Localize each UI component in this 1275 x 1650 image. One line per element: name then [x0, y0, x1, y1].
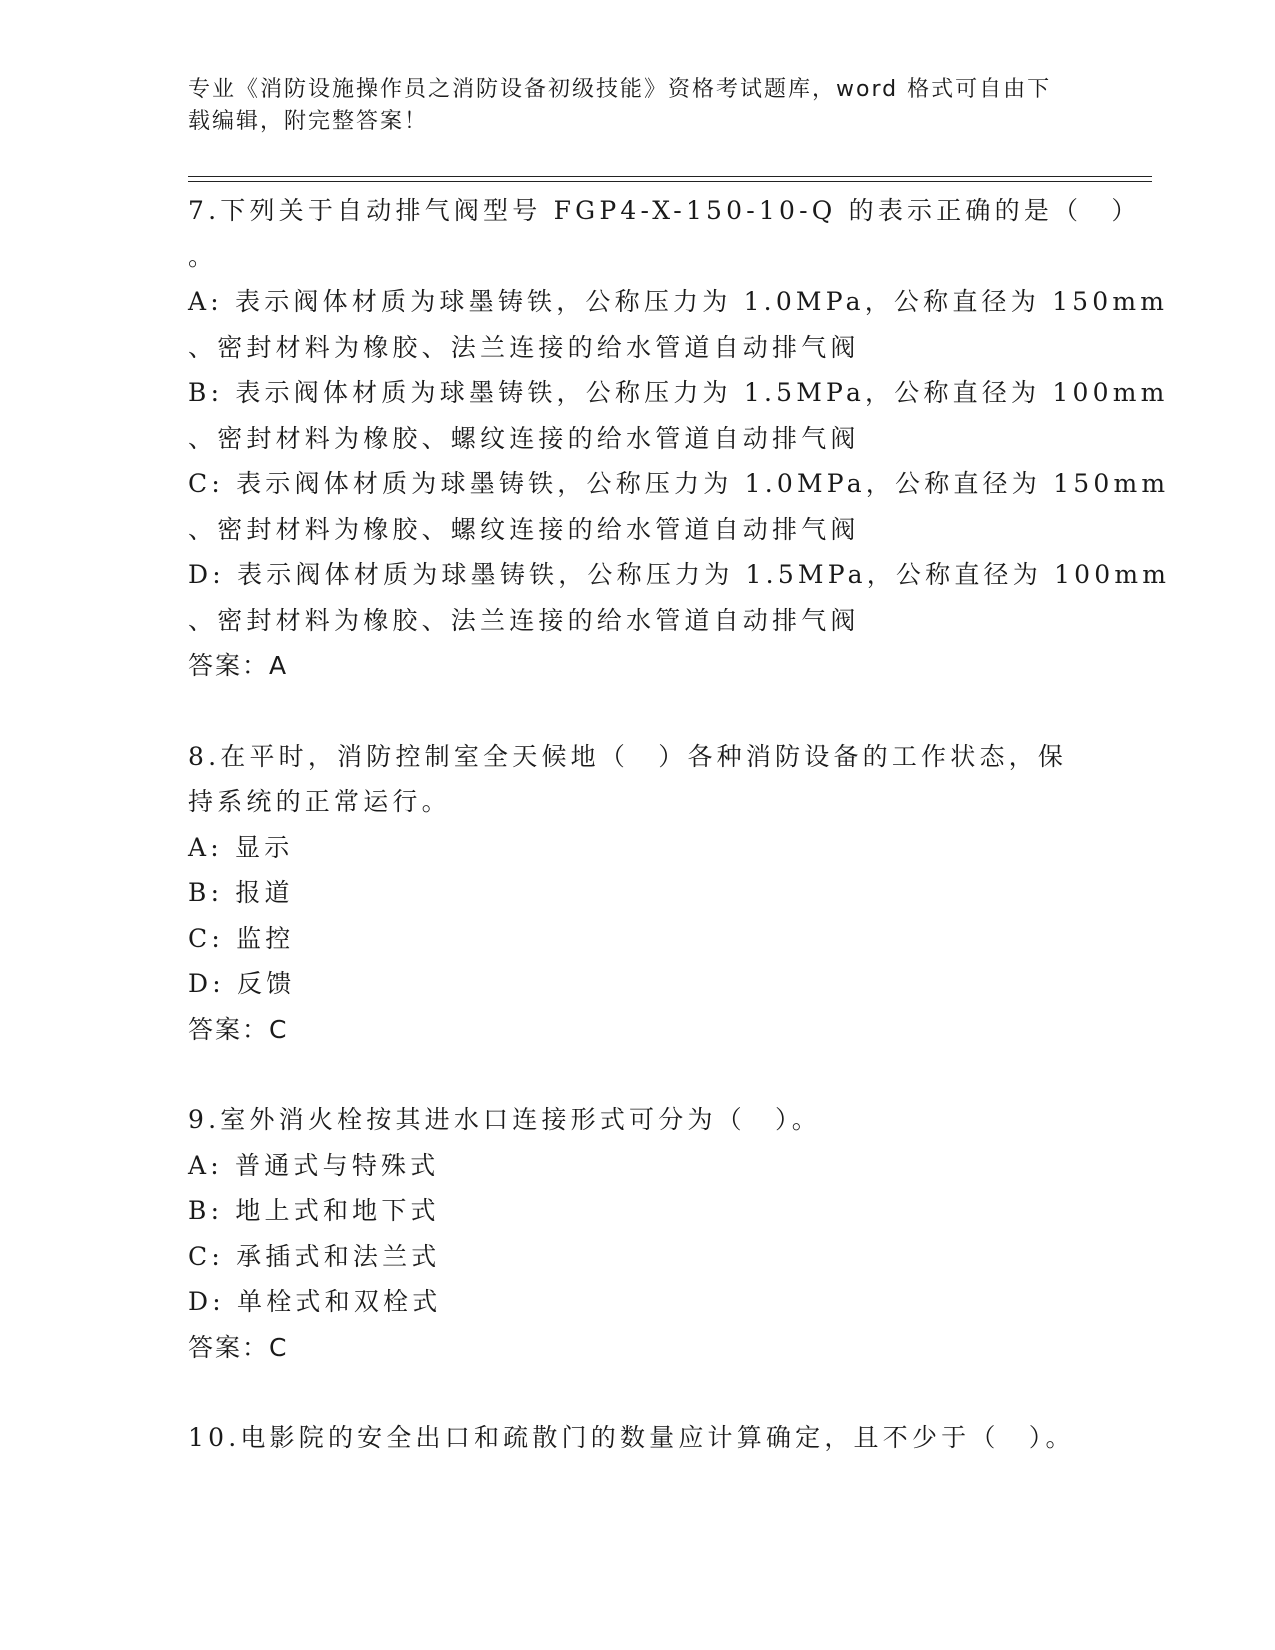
option-a: A: 表示阀体材质为球墨铸铁，公称压力为 1.0MPa，公称直径为 150mm 、密封材料为橡胶、法兰连接的给水管道自动排气阀 — [188, 287, 1169, 362]
document-header — [188, 74, 1088, 138]
header-divider-bottom — [188, 181, 1152, 182]
header-line-2: 载编辑，附完整答案！ — [188, 109, 429, 134]
option-a: A: 普通式与特殊式 — [188, 1150, 440, 1180]
answer: 答案：C — [188, 1332, 289, 1362]
question-9 — [188, 1097, 1088, 1370]
option-b: B: 地上式和地下式 — [188, 1196, 440, 1225]
option-b: B: 表示阀体材质为球墨铸铁，公称压力为 1.5MPa，公称直径为 100mm 、密封材料为橡胶、螺纹连接的给水管道自动排气阀 — [188, 378, 1169, 453]
header-line-1: 专业《消防设施操作员之消防设备初级技能》资格考试题库，word 格式可自由下 — [188, 77, 1052, 102]
question-stem: 9.室外消火栓按其进水口连接形式可分为（ ）。 — [188, 1105, 821, 1134]
question-stem: 持系统的正常运行。 — [188, 787, 451, 816]
question-list — [188, 188, 1171, 1461]
question-8 — [188, 734, 1088, 1053]
question-7 — [188, 188, 1171, 689]
answer: 答案：A — [188, 651, 289, 680]
option-d: D: 反馈 — [188, 969, 296, 998]
answer: 答案：C — [188, 1014, 289, 1044]
option-c: C: 承插式和法兰式 — [188, 1241, 441, 1271]
header-divider-top — [188, 176, 1152, 177]
question-stem: 8.在平时，消防控制室全天候地（ ）各种消防设备的工作状态，保 — [188, 741, 1068, 771]
option-c: C: 表示阀体材质为球墨铸铁，公称压力为 1.0MPa，公称直径为 150mm 、密封材料为橡胶、螺纹连接的给水管道自动排气阀 — [188, 469, 1170, 544]
option-d: D: 单栓式和双栓式 — [188, 1287, 442, 1316]
option-a: A: 显示 — [188, 832, 294, 862]
option-b: B: 报道 — [188, 878, 294, 907]
question-stem: 10.电影院的安全出口和疏散门的数量应计算确定，且不少于（ ）。 — [188, 1423, 1075, 1452]
question-stem: 7.下列关于自动排气阀型号 FGP4-X-150-10-Q 的表示正确的是（ ） — [188, 196, 1141, 225]
question-stem: 。 — [188, 241, 218, 271]
option-d: D: 表示阀体材质为球墨铸铁，公称压力为 1.5MPa，公称直径为 100mm 、密封材料为橡胶、法兰连接的给水管道自动排气阀 — [188, 560, 1171, 635]
option-c: C: 监控 — [188, 923, 295, 953]
question-10 — [188, 1415, 1088, 1461]
